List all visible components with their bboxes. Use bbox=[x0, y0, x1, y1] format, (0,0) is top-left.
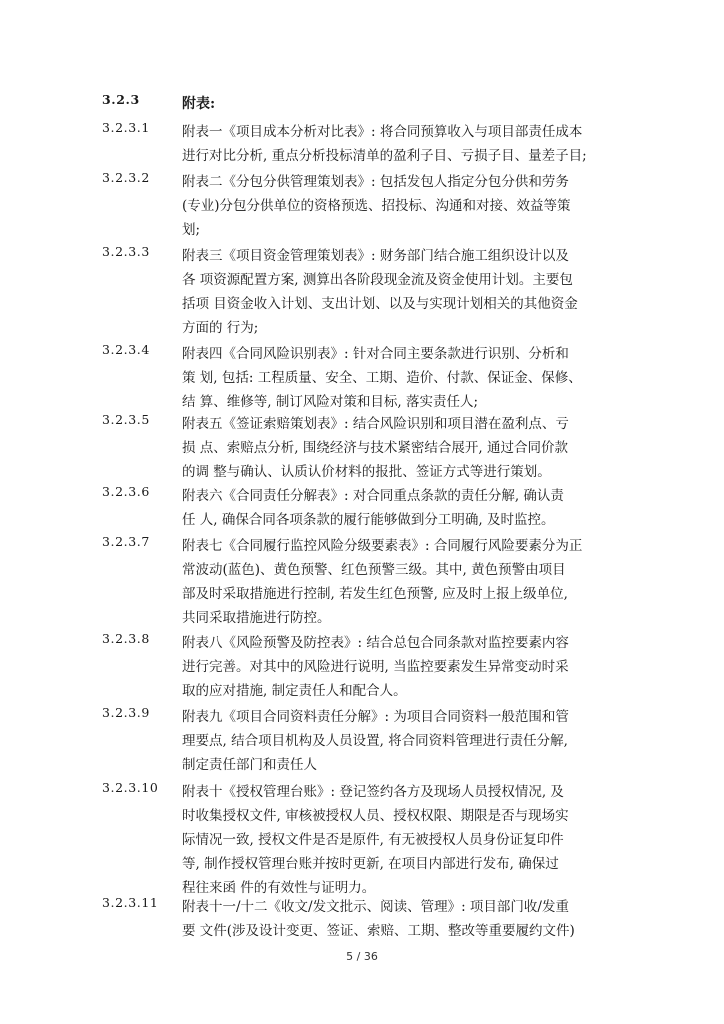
entry-line: 理要点, 结合项目机构及人员设置, 将合同资料管理进行责任分解, bbox=[182, 733, 568, 749]
entry-number: 3.2.3.6 bbox=[102, 484, 150, 499]
entry-line: (专业)分包分供单位的资格预选、招投标、沟通和对接、效益等策 bbox=[182, 198, 571, 214]
entry-text bbox=[182, 120, 632, 168]
entry-line: 际情况一致, 授权文件是否是原件, 有无被授权人员身份证复印件 bbox=[182, 832, 564, 848]
entry-line: 时收集授权文件, 审核被授权人员、授权权限、期限是否与现场实 bbox=[182, 808, 569, 824]
entry-text bbox=[182, 534, 632, 630]
entry-line: 附表三《项目资金管理策划表》: 财务部门结合施工组织设计以及 bbox=[182, 248, 569, 264]
entry-line: 进行对比分析, 重点分析投标清单的盈利子目、亏损子目、量差子目; bbox=[182, 148, 587, 164]
entry-number: 3.2.3.7 bbox=[102, 534, 150, 549]
entry-line: 策 划, 包括: 工程质量、安全、工期、造价、付款、保证金、保修、 bbox=[182, 370, 582, 386]
entry-line: 附表六《合同责任分解表》: 对合同重点条款的责任分解, 确认责 bbox=[182, 488, 564, 504]
entry-line: 划; bbox=[182, 222, 201, 238]
entry-line: 等, 制作授权管理台账并按时更新, 在项目内部进行发布, 确保过 bbox=[182, 856, 559, 872]
entry-line: 各 项资源配置方案, 测算出各阶段现金流及资金使用计划。主要包 bbox=[182, 272, 573, 288]
entry-number: 3.2.3.8 bbox=[102, 631, 150, 646]
entry-line: 取的应对措施, 制定责任人和配合人。 bbox=[182, 683, 407, 699]
entry-number: 3.2.3.10 bbox=[102, 780, 159, 795]
entry-line: 结 算、维修等, 制订风险对策和目标, 落实责任人; bbox=[182, 394, 479, 410]
entry-line: 共同采取措施进行防控。 bbox=[182, 610, 331, 626]
entry-text bbox=[182, 244, 632, 340]
entry-text bbox=[182, 342, 632, 414]
entry-line: 的调 整与确认、认质认价材料的报批、签证方式等进行策划。 bbox=[182, 464, 551, 480]
entry-text bbox=[182, 895, 632, 943]
entry-line: 进行完善。对其中的风险进行说明, 当监控要素发生异常变动时采 bbox=[182, 659, 569, 675]
entry-number: 3.2.3.3 bbox=[102, 244, 150, 259]
entry-line: 损 点、索赔点分析, 围绕经济与技术紧密结合展开, 通过合同价款 bbox=[182, 440, 568, 456]
entry-text bbox=[182, 484, 632, 532]
entry-line: 附表八《风险预警及防控表》: 结合总包合同条款对监控要素内容 bbox=[182, 635, 569, 651]
entry-line: 部及时采取措施进行控制, 若发生红色预警, 应及时上报上级单位, bbox=[182, 586, 568, 602]
entry-line: 附表九《项目合同资料责任分解》: 为项目合同资料一般范围和管 bbox=[182, 709, 569, 725]
entry-number: 3.2.3.5 bbox=[102, 412, 150, 427]
entry-text bbox=[182, 170, 632, 242]
entry-line: 附表十一/十二《收文/发文批示、阅读、管理》: 项目部门收/发重 bbox=[182, 899, 569, 915]
entry-line: 制定责任部门和责任人 bbox=[182, 757, 317, 773]
entry-line: 附表五《签证索赔策划表》: 结合风险识别和项目潜在盈利点、亏 bbox=[182, 416, 569, 432]
entry-text bbox=[182, 631, 632, 703]
entry-line: 附表二《分包分供管理策划表》: 包括发包人指定分包分供和劳务 bbox=[182, 174, 569, 190]
entry-line: 附表一《项目成本分析对比表》: 将合同预算收入与项目部责任成本 bbox=[182, 124, 583, 140]
entry-line: 方面的 行为; bbox=[182, 320, 259, 336]
entry-line: 任 人, 确保合同各项条款的履行能够做到分工明确, 及时监控。 bbox=[182, 512, 555, 528]
entry-line: 附表四《合同风险识别表》: 针对合同主要条款进行识别、分析和 bbox=[182, 346, 569, 362]
entry-line: 常波动(蓝色)、黄色预警、红色预警三级。其中, 黄色预警由项目 bbox=[182, 562, 566, 578]
entry-number: 3.2.3.11 bbox=[102, 895, 159, 910]
entry-text bbox=[182, 705, 632, 777]
entry-text bbox=[182, 412, 632, 484]
entry-line: 附表七《合同履行监控风险分级要素表》: 合同履行风险要素分为正 bbox=[182, 538, 583, 554]
page-number: 5 / 36 bbox=[346, 950, 378, 963]
entry-line: 要 文件(涉及设计变更、签证、索赔、工期、整改等重要履约文件) bbox=[182, 923, 575, 939]
entry-number: 3.2.3.1 bbox=[102, 120, 150, 135]
entry-line: 程往来函 件的有效性与证明力。 bbox=[182, 880, 376, 896]
entry-line: 括项 目资金收入计划、支出计划、以及与实现计划相关的其他资金 bbox=[182, 296, 578, 312]
section-title: 附表: bbox=[182, 96, 216, 112]
entry-text bbox=[182, 780, 632, 900]
entry-number: 3.2.3.4 bbox=[102, 342, 150, 357]
entry-line: 附表十《授权管理台账》: 登记签约各方及现场人员授权情况, 及 bbox=[182, 784, 564, 800]
entry-number: 3.2.3.9 bbox=[102, 705, 150, 720]
entry-number: 3.2.3.2 bbox=[102, 170, 150, 185]
section-number: 3.2.3 bbox=[102, 92, 140, 107]
section-title-wrap bbox=[182, 92, 632, 116]
